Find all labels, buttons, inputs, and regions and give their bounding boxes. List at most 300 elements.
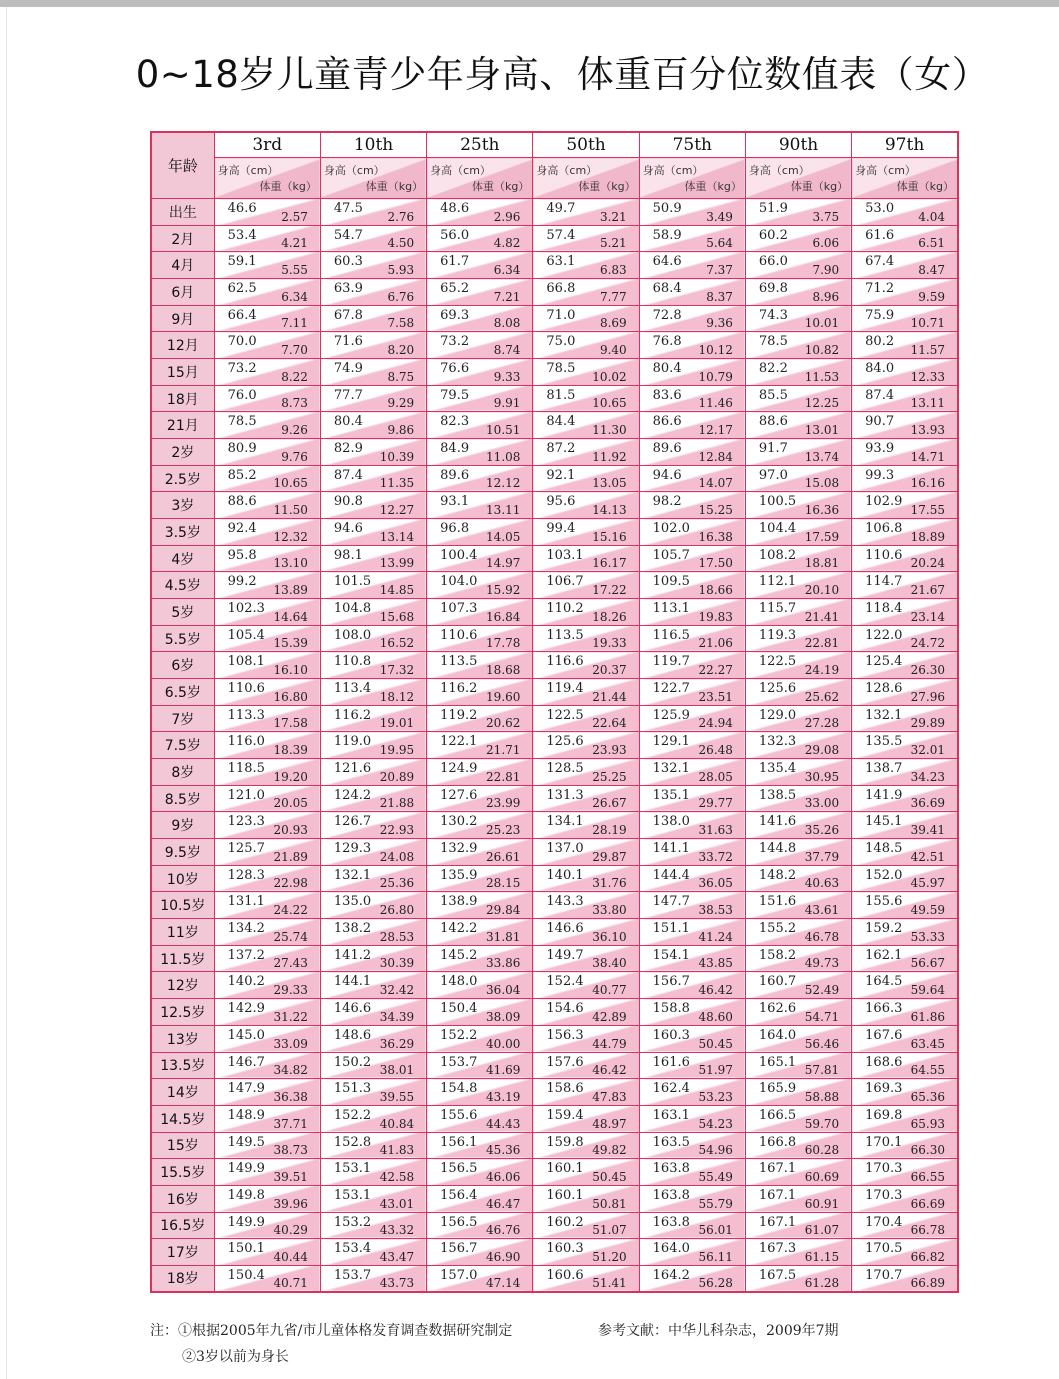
value-cell bbox=[320, 359, 426, 386]
height-value: 129.3 bbox=[333, 841, 372, 857]
age-cell: 9月 bbox=[151, 305, 214, 332]
height-value: 82.9 bbox=[333, 441, 363, 457]
weight-value: 24.22 bbox=[273, 903, 308, 918]
value-cell bbox=[320, 759, 426, 786]
height-value: 58.9 bbox=[652, 227, 682, 243]
weight-value: 39.96 bbox=[273, 1196, 308, 1211]
value-cell bbox=[427, 385, 533, 412]
weight-value: 43.32 bbox=[379, 1223, 415, 1238]
height-value: 165.1 bbox=[758, 1054, 797, 1070]
height-value: 124.2 bbox=[333, 787, 372, 803]
weight-value: 65.93 bbox=[910, 1116, 945, 1131]
age-cell: 12岁 bbox=[151, 972, 214, 999]
height-value: 93.1 bbox=[440, 494, 470, 510]
weight-value: 28.19 bbox=[592, 823, 627, 838]
height-value: 78.5 bbox=[546, 361, 576, 377]
weight-value: 40.44 bbox=[273, 1249, 308, 1264]
value-cell bbox=[639, 572, 745, 599]
weight-value: 41.24 bbox=[698, 929, 733, 944]
weight-value: 17.58 bbox=[273, 716, 308, 731]
weight-value: 6.06 bbox=[812, 236, 840, 251]
table-row bbox=[151, 332, 958, 359]
height-value: 163.8 bbox=[652, 1214, 690, 1230]
weight-value: 29.77 bbox=[698, 796, 733, 811]
weight-value: 38.53 bbox=[698, 903, 733, 918]
weight-value: 19.95 bbox=[379, 743, 415, 758]
weight-value: 56.46 bbox=[804, 1036, 840, 1051]
value-cell bbox=[852, 1105, 958, 1132]
age-cell: 12月 bbox=[151, 332, 214, 359]
value-cell bbox=[745, 305, 851, 332]
weight-value: 8.47 bbox=[918, 263, 945, 278]
weight-value: 13.05 bbox=[592, 476, 627, 491]
weight-value: 60.91 bbox=[804, 1196, 840, 1211]
height-value: 161.6 bbox=[652, 1054, 690, 1070]
value-cell bbox=[852, 305, 958, 332]
weight-value: 41.69 bbox=[486, 1063, 521, 1078]
value-cell bbox=[533, 865, 639, 892]
weight-value: 20.10 bbox=[804, 583, 840, 598]
weight-value: 3.21 bbox=[599, 209, 627, 224]
value-cell bbox=[745, 1185, 851, 1212]
height-value: 170.1 bbox=[865, 1134, 903, 1150]
height-value: 119.2 bbox=[440, 707, 478, 723]
value-cell bbox=[852, 1052, 958, 1079]
value-cell bbox=[214, 625, 320, 652]
value-cell bbox=[639, 385, 745, 412]
height-value: 158.6 bbox=[546, 1081, 584, 1097]
height-value: 118.5 bbox=[227, 761, 265, 777]
height-value: 80.4 bbox=[333, 414, 363, 430]
height-value: 160.2 bbox=[546, 1214, 584, 1230]
weight-value: 21.67 bbox=[910, 583, 945, 598]
age-cell: 10岁 bbox=[151, 865, 214, 892]
weight-value: 14.05 bbox=[486, 529, 521, 544]
value-cell bbox=[745, 545, 851, 572]
weight-value: 51.41 bbox=[592, 1276, 627, 1291]
value-cell bbox=[427, 225, 533, 252]
value-cell bbox=[745, 705, 851, 732]
weight-value: 27.43 bbox=[273, 956, 308, 971]
page-edge-line bbox=[6, 7, 7, 1379]
height-value: 67.8 bbox=[333, 307, 363, 323]
value-cell bbox=[533, 199, 639, 226]
weight-value: 46.78 bbox=[804, 929, 840, 944]
height-value: 153.1 bbox=[333, 1187, 372, 1203]
weight-value: 28.53 bbox=[379, 929, 415, 944]
weight-value: 66.78 bbox=[910, 1223, 945, 1238]
weight-value: 26.80 bbox=[379, 903, 415, 918]
weight-value: 20.24 bbox=[910, 556, 945, 571]
height-value: 164.5 bbox=[865, 974, 903, 990]
height-value: 155.6 bbox=[865, 894, 903, 910]
weight-value: 8.73 bbox=[281, 396, 308, 411]
value-cell bbox=[320, 1079, 426, 1106]
height-value: 88.6 bbox=[227, 494, 257, 510]
height-value: 84.0 bbox=[865, 361, 895, 377]
weight-unit-label: 体重（kg） bbox=[896, 180, 954, 193]
height-value: 57.4 bbox=[546, 227, 576, 243]
weight-value: 7.77 bbox=[599, 289, 627, 304]
age-cell: 出生 bbox=[151, 199, 214, 226]
weight-value: 19.20 bbox=[273, 769, 308, 784]
value-cell bbox=[533, 359, 639, 386]
weight-value: 20.93 bbox=[273, 823, 308, 838]
weight-value: 19.83 bbox=[698, 609, 733, 624]
height-value: 125.7 bbox=[227, 841, 265, 857]
weight-value: 12.27 bbox=[379, 503, 415, 518]
value-cell bbox=[745, 385, 851, 412]
value-cell bbox=[320, 1239, 426, 1266]
value-cell bbox=[320, 572, 426, 599]
value-cell bbox=[427, 972, 533, 999]
height-value: 99.4 bbox=[546, 521, 576, 537]
value-cell bbox=[427, 332, 533, 359]
weight-value: 19.60 bbox=[486, 689, 521, 704]
value-cell bbox=[214, 519, 320, 546]
age-cell: 2月 bbox=[151, 225, 214, 252]
height-value: 128.5 bbox=[546, 761, 584, 777]
weight-value: 10.01 bbox=[804, 316, 840, 331]
height-value: 160.1 bbox=[546, 1161, 584, 1177]
table-row bbox=[151, 1025, 958, 1052]
value-cell bbox=[320, 705, 426, 732]
value-cell bbox=[533, 999, 639, 1026]
weight-value: 12.12 bbox=[486, 476, 521, 491]
height-value: 150.1 bbox=[227, 1241, 265, 1257]
weight-value: 25.74 bbox=[273, 929, 308, 944]
value-cell bbox=[427, 359, 533, 386]
value-cell bbox=[427, 785, 533, 812]
weight-value: 9.86 bbox=[387, 423, 415, 438]
weight-value: 61.07 bbox=[804, 1223, 840, 1238]
value-cell bbox=[852, 919, 958, 946]
value-cell bbox=[533, 919, 639, 946]
height-value: 167.1 bbox=[758, 1214, 797, 1230]
value-cell bbox=[533, 385, 639, 412]
age-cell: 5岁 bbox=[151, 599, 214, 626]
height-value: 154.1 bbox=[652, 947, 690, 963]
value-cell bbox=[745, 839, 851, 866]
height-value: 90.7 bbox=[865, 414, 895, 430]
value-cell bbox=[427, 252, 533, 279]
weight-value: 14.71 bbox=[910, 449, 945, 464]
weight-value: 13.89 bbox=[273, 583, 308, 598]
height-value: 66.0 bbox=[758, 254, 788, 270]
height-value: 164.2 bbox=[652, 1267, 690, 1283]
value-cell bbox=[320, 385, 426, 412]
height-value: 140.1 bbox=[546, 867, 584, 883]
height-value: 154.8 bbox=[440, 1081, 478, 1097]
value-cell bbox=[214, 785, 320, 812]
value-cell bbox=[214, 1052, 320, 1079]
value-cell bbox=[214, 332, 320, 359]
height-value: 124.9 bbox=[440, 761, 478, 777]
value-cell bbox=[214, 412, 320, 439]
height-value: 75.9 bbox=[865, 307, 895, 323]
height-value: 68.4 bbox=[652, 281, 682, 297]
height-value: 163.1 bbox=[652, 1107, 690, 1123]
weight-value: 9.76 bbox=[281, 449, 308, 464]
height-unit-label: 身高（cm） bbox=[217, 164, 279, 177]
weight-value: 16.16 bbox=[910, 476, 945, 491]
weight-value: 42.58 bbox=[379, 1169, 415, 1184]
height-value: 61.7 bbox=[440, 254, 470, 270]
age-cell: 7岁 bbox=[151, 705, 214, 732]
value-cell bbox=[639, 919, 745, 946]
height-value: 162.4 bbox=[652, 1081, 690, 1097]
weight-value: 39.51 bbox=[273, 1169, 308, 1184]
value-cell bbox=[320, 999, 426, 1026]
height-value: 157.6 bbox=[546, 1054, 584, 1070]
age-cell: 16岁 bbox=[151, 1185, 214, 1212]
weight-value: 16.36 bbox=[804, 503, 840, 518]
value-cell bbox=[427, 1159, 533, 1186]
weight-value: 34.39 bbox=[379, 1009, 415, 1024]
weight-value: 14.85 bbox=[379, 583, 415, 598]
value-cell bbox=[320, 945, 426, 972]
value-cell bbox=[639, 865, 745, 892]
height-value: 144.4 bbox=[652, 867, 690, 883]
age-cell: 15岁 bbox=[151, 1132, 214, 1159]
table-row bbox=[151, 492, 958, 519]
weight-value: 19.01 bbox=[379, 716, 415, 731]
value-cell bbox=[745, 1265, 851, 1292]
height-value: 167.5 bbox=[758, 1267, 797, 1283]
height-value: 113.5 bbox=[440, 654, 478, 670]
value-cell bbox=[639, 812, 745, 839]
weight-value: 44.79 bbox=[592, 1036, 627, 1051]
table-row bbox=[151, 999, 958, 1026]
value-cell bbox=[852, 705, 958, 732]
age-cell: 15.5岁 bbox=[151, 1159, 214, 1186]
footnote-2: ②3岁以前为身长 bbox=[182, 1349, 289, 1365]
weight-value: 8.96 bbox=[812, 289, 840, 304]
weight-value: 46.76 bbox=[486, 1223, 521, 1238]
height-value: 118.4 bbox=[865, 601, 903, 617]
height-value: 167.3 bbox=[758, 1241, 797, 1257]
value-cell bbox=[533, 1079, 639, 1106]
value-cell bbox=[427, 199, 533, 226]
value-cell bbox=[320, 1159, 426, 1186]
value-cell bbox=[852, 359, 958, 386]
value-cell bbox=[533, 945, 639, 972]
height-value: 74.3 bbox=[758, 307, 788, 323]
value-cell bbox=[745, 679, 851, 706]
percentile-header: 50th bbox=[533, 132, 639, 158]
value-cell bbox=[320, 439, 426, 466]
value-cell bbox=[639, 972, 745, 999]
height-value: 147.7 bbox=[652, 894, 690, 910]
age-cell: 4.5岁 bbox=[151, 572, 214, 599]
table-row bbox=[151, 705, 958, 732]
value-cell bbox=[639, 1239, 745, 1266]
value-cell bbox=[427, 705, 533, 732]
table-row bbox=[151, 679, 958, 706]
weight-unit-label: 体重（kg） bbox=[472, 180, 530, 193]
height-value: 49.7 bbox=[546, 201, 576, 216]
height-value: 163.8 bbox=[652, 1187, 690, 1203]
value-cell bbox=[320, 972, 426, 999]
value-cell bbox=[639, 492, 745, 519]
value-cell bbox=[320, 199, 426, 226]
height-value: 126.7 bbox=[333, 814, 372, 830]
value-cell bbox=[639, 732, 745, 759]
height-value: 156.4 bbox=[440, 1187, 478, 1203]
weight-value: 13.14 bbox=[379, 529, 415, 544]
height-value: 63.1 bbox=[546, 254, 576, 270]
weight-value: 13.10 bbox=[273, 556, 308, 571]
value-cell bbox=[745, 1132, 851, 1159]
weight-value: 23.51 bbox=[698, 689, 733, 704]
value-cell bbox=[320, 732, 426, 759]
height-value: 169.8 bbox=[865, 1107, 903, 1123]
weight-value: 17.32 bbox=[379, 663, 415, 678]
value-cell bbox=[533, 1132, 639, 1159]
height-value: 105.4 bbox=[227, 627, 265, 643]
weight-value: 36.38 bbox=[273, 1089, 308, 1104]
weight-value: 3.75 bbox=[812, 209, 840, 224]
value-cell bbox=[533, 1052, 639, 1079]
table-row bbox=[151, 1105, 958, 1132]
value-cell bbox=[745, 919, 851, 946]
value-cell bbox=[533, 519, 639, 546]
value-cell bbox=[214, 385, 320, 412]
table-row bbox=[151, 652, 958, 679]
height-value: 89.6 bbox=[652, 441, 682, 457]
weight-value: 11.08 bbox=[486, 449, 521, 464]
height-value: 88.6 bbox=[758, 414, 788, 430]
weight-value: 11.30 bbox=[592, 423, 627, 438]
height-value: 46.6 bbox=[227, 201, 257, 216]
weight-value: 40.77 bbox=[592, 983, 627, 998]
height-value: 115.7 bbox=[758, 601, 797, 617]
height-value: 94.6 bbox=[333, 521, 363, 537]
table-row bbox=[151, 572, 958, 599]
weight-unit-label: 体重（kg） bbox=[684, 180, 742, 193]
weight-value: 46.47 bbox=[486, 1196, 521, 1211]
value-cell bbox=[852, 1079, 958, 1106]
weight-value: 12.33 bbox=[910, 369, 945, 384]
weight-value: 38.40 bbox=[592, 956, 627, 971]
weight-value: 49.82 bbox=[592, 1143, 627, 1158]
height-value: 71.2 bbox=[865, 281, 895, 297]
age-cell: 13岁 bbox=[151, 1025, 214, 1052]
height-value: 138.5 bbox=[758, 787, 797, 803]
weight-value: 13.01 bbox=[804, 423, 840, 438]
height-value: 155.6 bbox=[440, 1107, 478, 1123]
value-cell bbox=[214, 1185, 320, 1212]
weight-value: 7.90 bbox=[812, 263, 840, 278]
value-cell bbox=[639, 1079, 745, 1106]
age-cell: 8岁 bbox=[151, 759, 214, 786]
value-cell bbox=[533, 732, 639, 759]
weight-value: 9.36 bbox=[706, 316, 733, 331]
age-cell: 8.5岁 bbox=[151, 785, 214, 812]
height-value: 151.3 bbox=[333, 1081, 372, 1097]
table-row bbox=[151, 1079, 958, 1106]
weight-value: 14.97 bbox=[486, 556, 521, 571]
value-cell bbox=[214, 1212, 320, 1239]
table-row bbox=[151, 359, 958, 386]
weight-value: 12.84 bbox=[698, 449, 733, 464]
weight-value: 56.67 bbox=[910, 956, 945, 971]
height-value: 95.8 bbox=[227, 547, 257, 563]
height-value: 100.5 bbox=[758, 494, 797, 510]
value-cell bbox=[320, 252, 426, 279]
value-cell bbox=[852, 252, 958, 279]
height-value: 132.9 bbox=[440, 841, 478, 857]
value-cell bbox=[427, 305, 533, 332]
weight-value: 8.08 bbox=[493, 316, 521, 331]
height-value: 137.2 bbox=[227, 947, 265, 963]
age-cell: 17岁 bbox=[151, 1239, 214, 1266]
weight-value: 13.11 bbox=[910, 396, 945, 411]
weight-value: 34.23 bbox=[910, 769, 945, 784]
weight-value: 24.72 bbox=[910, 636, 945, 651]
page-title: 0~18岁儿童青少年身高、体重百分位数值表（女） bbox=[135, 53, 990, 96]
value-cell bbox=[852, 945, 958, 972]
weight-value: 5.93 bbox=[387, 263, 415, 278]
value-cell bbox=[639, 1025, 745, 1052]
weight-value: 13.93 bbox=[910, 423, 945, 438]
height-value: 86.6 bbox=[652, 414, 682, 430]
weight-value: 8.37 bbox=[706, 289, 733, 304]
table-body bbox=[151, 199, 958, 1293]
weight-value: 15.08 bbox=[804, 476, 840, 491]
weight-value: 66.89 bbox=[910, 1276, 945, 1291]
height-value: 125.6 bbox=[546, 734, 584, 750]
value-cell bbox=[427, 1079, 533, 1106]
weight-value: 16.17 bbox=[592, 556, 627, 571]
table-row bbox=[151, 785, 958, 812]
weight-value: 20.62 bbox=[486, 716, 521, 731]
weight-value: 21.41 bbox=[804, 609, 840, 624]
height-value: 148.0 bbox=[440, 974, 478, 990]
weight-value: 21.44 bbox=[592, 689, 627, 704]
weight-value: 63.45 bbox=[910, 1036, 945, 1051]
value-cell bbox=[745, 279, 851, 306]
weight-value: 5.64 bbox=[706, 236, 733, 251]
age-cell: 2.5岁 bbox=[151, 465, 214, 492]
weight-value: 9.40 bbox=[599, 343, 627, 358]
value-cell bbox=[320, 599, 426, 626]
weight-value: 47.83 bbox=[592, 1089, 627, 1104]
weight-value: 25.25 bbox=[592, 769, 627, 784]
height-value: 119.0 bbox=[333, 734, 372, 750]
table-row bbox=[151, 225, 958, 252]
weight-value: 42.51 bbox=[910, 849, 945, 864]
height-value: 131.3 bbox=[546, 787, 584, 803]
height-value: 76.6 bbox=[440, 361, 470, 377]
weight-value: 48.60 bbox=[698, 1009, 733, 1024]
weight-value: 26.30 bbox=[910, 663, 945, 678]
height-value: 127.6 bbox=[440, 787, 478, 803]
height-value: 93.9 bbox=[865, 441, 895, 457]
age-cell: 3岁 bbox=[151, 492, 214, 519]
weight-value: 4.04 bbox=[918, 209, 945, 224]
height-value: 141.9 bbox=[865, 787, 903, 803]
value-cell bbox=[427, 652, 533, 679]
weight-value: 16.84 bbox=[486, 609, 521, 624]
weight-value: 25.23 bbox=[486, 823, 521, 838]
weight-unit-label: 体重（kg） bbox=[365, 180, 424, 193]
height-value: 141.1 bbox=[652, 841, 690, 857]
height-value: 132.1 bbox=[333, 867, 372, 883]
weight-value: 11.53 bbox=[804, 369, 840, 384]
value-cell bbox=[214, 705, 320, 732]
height-value: 165.9 bbox=[758, 1081, 797, 1097]
